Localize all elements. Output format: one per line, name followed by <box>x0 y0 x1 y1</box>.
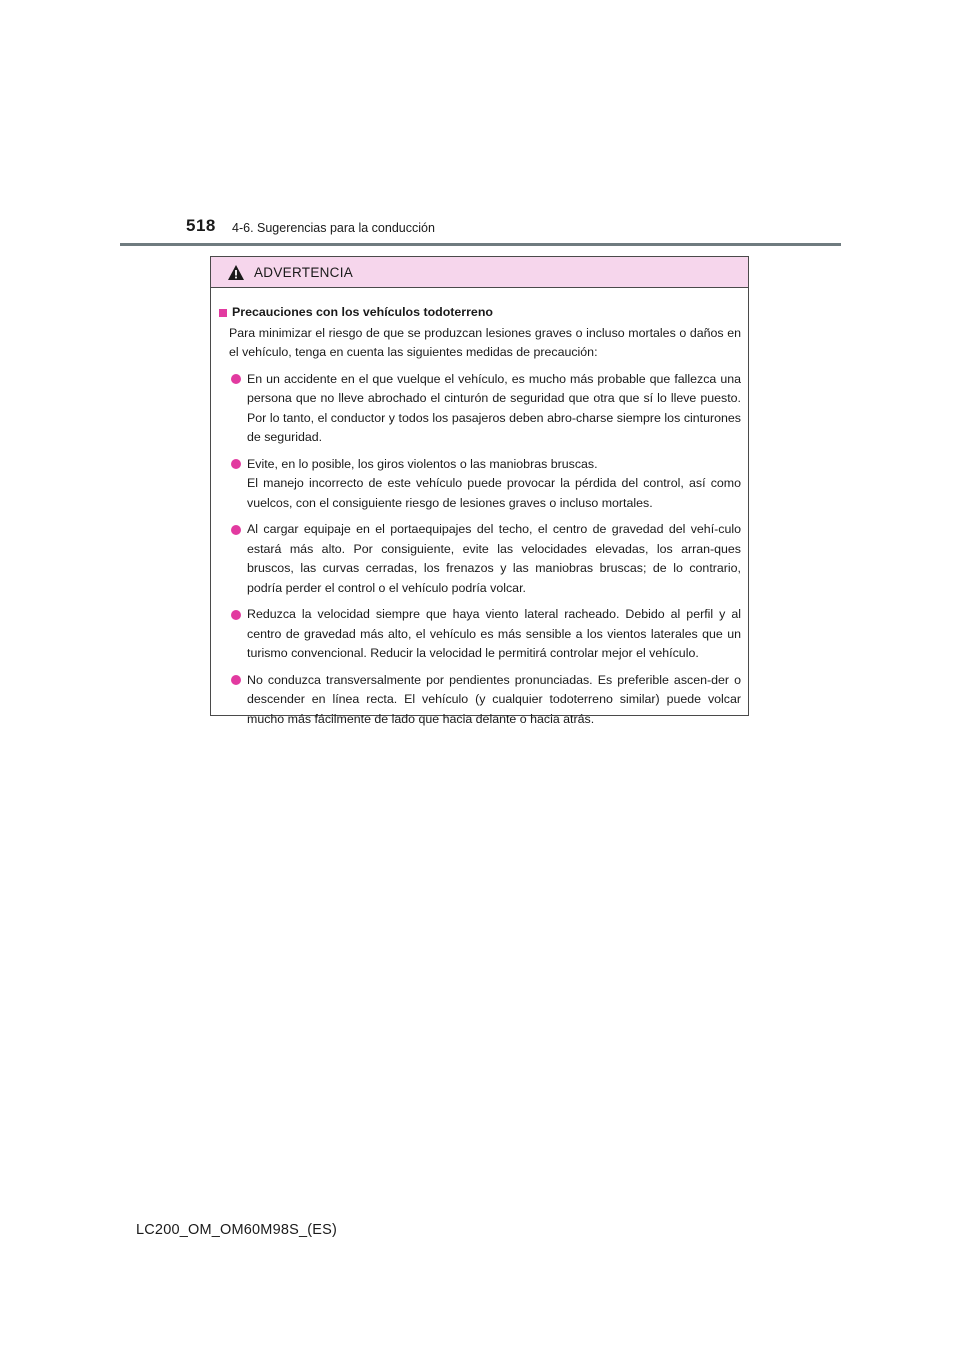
bullet-dot-icon <box>231 610 241 620</box>
bullet-dot-icon <box>231 459 241 469</box>
list-item <box>219 671 741 730</box>
subheading-text: Precauciones con los vehículos todoterreno <box>232 305 493 319</box>
list-item-text: No conduzca transversalmente por pendientes pronunciadas. Es preferible ascen-der o descender en línea recta. El vehículo (y cualquier todoterreno similar) puede volcar mucho más fácilmente de lado que hacia delante o hacia atrás. <box>247 672 741 726</box>
warning-subheading <box>219 303 741 323</box>
warning-header <box>211 257 748 288</box>
warning-intro: Para minimizar el riesgo de que se produzcan lesiones graves o incluso mortales o daños en el vehículo, tenga en cuenta las siguientes medidas de precaución: <box>229 325 741 359</box>
page-number: 518 <box>186 216 216 235</box>
list-item-text: Al cargar equipaje en el portaequipajes del techo, el centro de gravedad del vehí-culo estará más alto. Por consiguiente, evite las velocidades elevadas, los arran-ques bruscos, las curvas cerradas, los frenazos y las maniobras bruscas; de lo contrario, podría perder el control o el vehículo podría volcar. <box>247 522 741 595</box>
warning-title: ADVERTENCIA <box>254 264 354 280</box>
list-item <box>219 605 741 664</box>
bullet-dot-icon <box>231 374 241 384</box>
list-item <box>219 370 741 448</box>
list-item-text: En un accidente en el que vuelque el vehículo, es mucho más probable que fallezca una persona que no lleve abrochado el cinturón de seguridad que otra que sí lo lleve puesto. Por lo tanto, el conductor y todos los pasajeros deben abro-charse siempre los cinturones de seguridad. <box>247 371 741 444</box>
header-rule <box>120 243 841 246</box>
footer-doc-code: LC200_OM_OM60M98S_(ES) <box>136 1222 338 1238</box>
bullet-dot-icon <box>231 525 241 535</box>
warning-box <box>210 256 749 726</box>
bullet-dot-icon <box>231 675 241 685</box>
square-bullet-icon <box>219 309 227 317</box>
section-title: 4-6. Sugerencias para la conducción <box>232 221 435 235</box>
list-item-text: Reduzca la velocidad siempre que haya viento lateral racheado. Debido al perfil y al centro de gravedad más alto, el vehículo es más sensible a los vientos laterales que un turismo convencional. Reducir la velocidad le permitirá controlar mejor el vehículo. <box>247 607 741 660</box>
list-item <box>219 455 741 514</box>
list-item <box>219 520 741 598</box>
warning-body <box>211 288 748 729</box>
precaution-list <box>219 370 741 730</box>
warning-triangle-icon <box>227 264 245 281</box>
list-item-line: Evite, en lo posible, los giros violentos o las maniobras bruscas. <box>247 456 598 471</box>
list-item-line: El manejo incorrecto de este vehículo puede provocar la pérdida del control, así como vuelcos, con el consiguiente riesgo de lesiones graves o incluso mortales. <box>247 476 741 510</box>
list-item-text <box>247 455 741 514</box>
